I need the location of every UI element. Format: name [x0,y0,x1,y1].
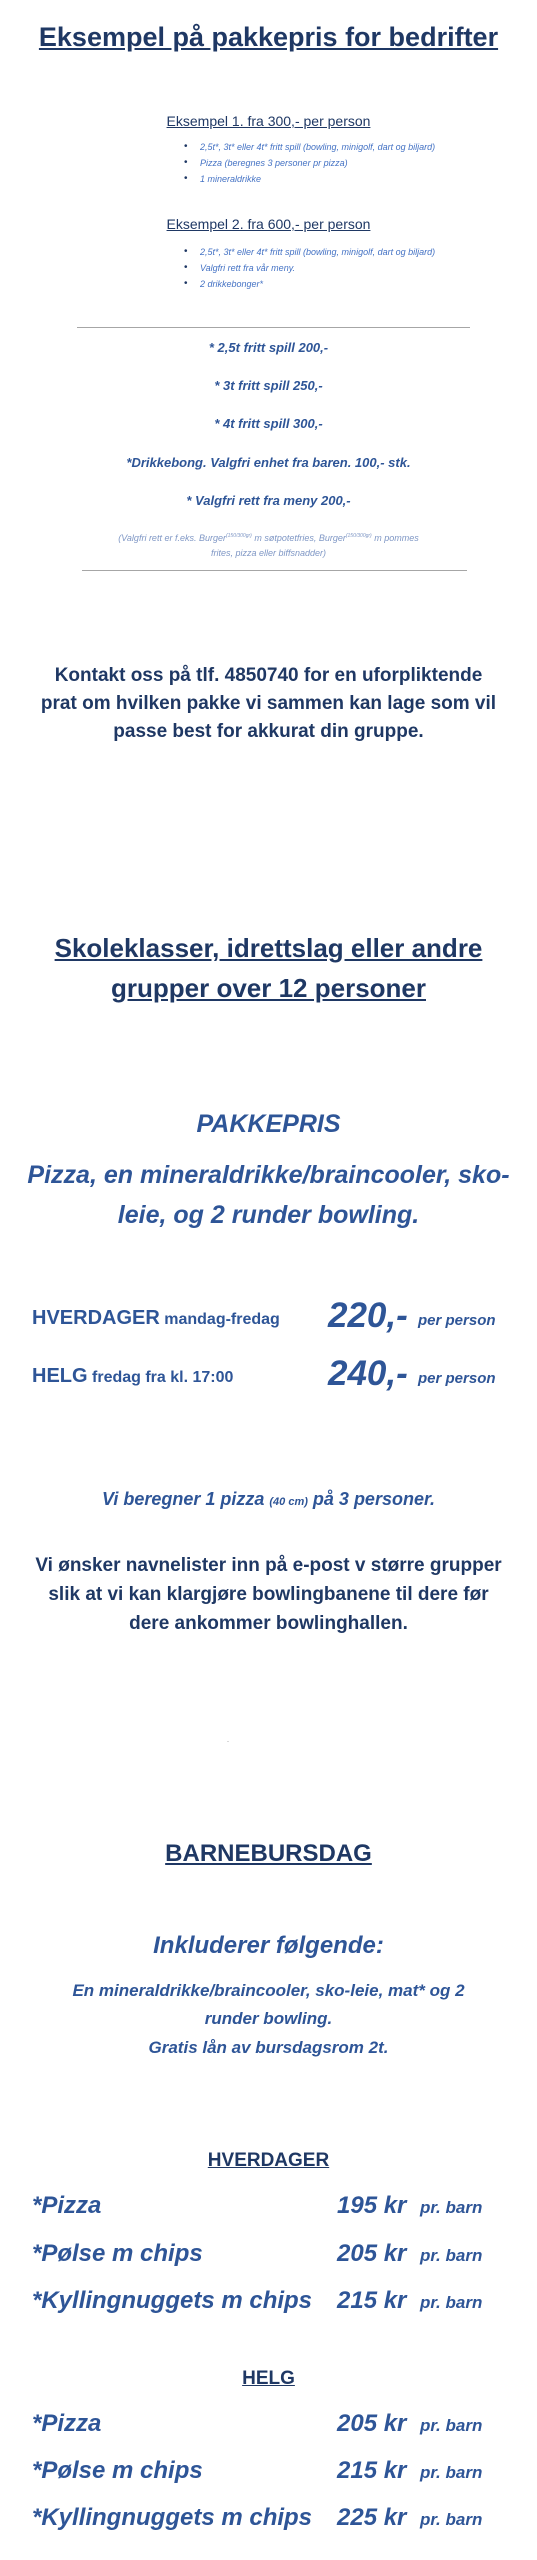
price-row-weekend [0,1354,537,1394]
pizza-size: (40 cm) [269,1496,308,1508]
package-includes: Pizza, en mineraldrikke/braincooler, sko-leie, og 2 runder bowling. [27,1161,510,1229]
pakkepris-heading: PAKKEPRIS [196,1110,341,1138]
valgfri-note-text: (Valgfri rett er f.eks. Burger [118,533,226,543]
valgfri-note-text: m søtpotetfries, Burger [251,533,346,543]
example-2-heading: Eksempel 2. fra 600,- per person [166,216,371,232]
pizza-note [0,1489,537,1510]
menu-price: 205 kr [337,2240,407,2267]
list-item: • Valgfri rett fra vår meny. [200,260,435,276]
option-line: *Drikkebong. Valgfri enhet fra baren. 100,- stk. [126,455,411,470]
menu-unit: pr. barn [420,2463,483,2482]
valgfri-note-sup: (150/300gr) [225,533,252,539]
option-line: * 2,5t fritt spill 200,- [208,340,329,355]
price-amount: 220,- [328,1296,408,1335]
divider [82,570,467,571]
birthday-includes-heading: Inkluderer følgende: [153,1932,384,1959]
price-label-main: HVERDAGER [32,1307,160,1329]
menu-price: 215 kr [337,2457,407,2484]
divider [77,327,470,328]
example-1-list [200,139,435,187]
stray-dot [227,1741,229,1742]
option-line: * 4t fritt spill 300,- [214,416,323,431]
pizza-note-text: på 3 personer. [307,1489,435,1509]
menu-name: *Pølse m chips [32,2240,203,2267]
example-2-list [200,244,435,292]
price-row-weekdays [0,1296,537,1336]
list-item: • 2,5t*, 3t* eller 4t* fritt spill (bowling, minigolf, dart og biljard) [200,244,435,260]
menu-price: 225 kr [337,2504,407,2531]
list-item: • 1 mineraldrikke [200,171,435,187]
menu-name: *Kyllingnuggets m chips [32,2504,313,2531]
menu-name: *Pizza [32,2192,102,2219]
menu-row [0,2283,537,2323]
weekend-heading: HELG [242,2368,295,2389]
birthday-includes-text: En mineraldrikke/braincooler, sko-leie, mat* og 2 runder bowling. [72,1981,465,2028]
menu-unit: pr. barn [420,2246,483,2265]
weekdays-heading: HVERDAGER [207,2150,330,2171]
list-item: • 2 drikkebonger* [200,276,435,292]
menu-unit: pr. barn [420,2198,483,2217]
pizza-note-text: Vi beregner 1 pizza [102,1489,270,1509]
menu-row [0,2236,537,2276]
menu-unit: pr. barn [420,2510,483,2529]
birthday-room-note: Gratis lån av bursdagsrom 2t. [148,2038,389,2057]
price-label [32,1365,233,1388]
menu-row [0,2188,537,2228]
menu-row [0,2453,537,2493]
option-line: * 3t fritt spill 250,- [214,378,323,393]
menu-price: 215 kr [337,2287,407,2314]
birthday-title: BARNEBURSDAG [165,1840,372,1867]
contact-text: Kontakt oss på tlf. 4850740 for en uforpliktende prat om hvilken pakke vi sammen kan lage som vil passe best for akkurat din gruppe. [40,665,497,742]
price-per: per person [418,1370,496,1387]
price-label-main: HELG [32,1365,88,1387]
menu-unit: pr. barn [420,2416,483,2435]
menu-unit: pr. barn [420,2293,483,2312]
menu-price: 205 kr [337,2410,407,2437]
groups-title: Skoleklasser, idrettslag eller andre grupper over 12 personer [54,933,483,1003]
menu-price: 195 kr [337,2192,407,2219]
menu-row [0,2500,537,2540]
menu-name: *Pizza [32,2410,102,2437]
names-note: Vi ønsker navnelister inn på e-post v større grupper slik at vi kan klargjøre bowlingbanene til dere før dere ankommer bowlinghallen. [35,1555,502,1634]
valgfri-note-text: m pommes frites, pizza eller biffsnadder) [210,533,419,558]
option-line: * Valgfri rett fra meny 200,- [186,493,351,508]
menu-name: *Pølse m chips [32,2457,203,2484]
menu-name: *Kyllingnuggets m chips [32,2287,313,2314]
valgfri-note [0,529,537,561]
price-label-sub: mandag-fredag [159,1311,280,1328]
valgfri-note-sup: (150/300gr) [345,533,372,539]
price-per: per person [418,1312,496,1329]
example-1-heading: Eksempel 1. fra 300,- per person [166,113,371,129]
menu-row [0,2406,537,2446]
list-item: • Pizza (beregnes 3 personer pr pizza) [200,155,435,171]
price-label [32,1307,280,1330]
list-item: • 2,5t*, 3t* eller 4t* fritt spill (bowling, minigolf, dart og biljard) [200,139,435,155]
price-amount: 240,- [328,1354,408,1393]
price-label-sub: fredag fra kl. 17:00 [87,1369,234,1386]
page-title: Eksempel på pakkepris for bedrifter [38,22,499,52]
